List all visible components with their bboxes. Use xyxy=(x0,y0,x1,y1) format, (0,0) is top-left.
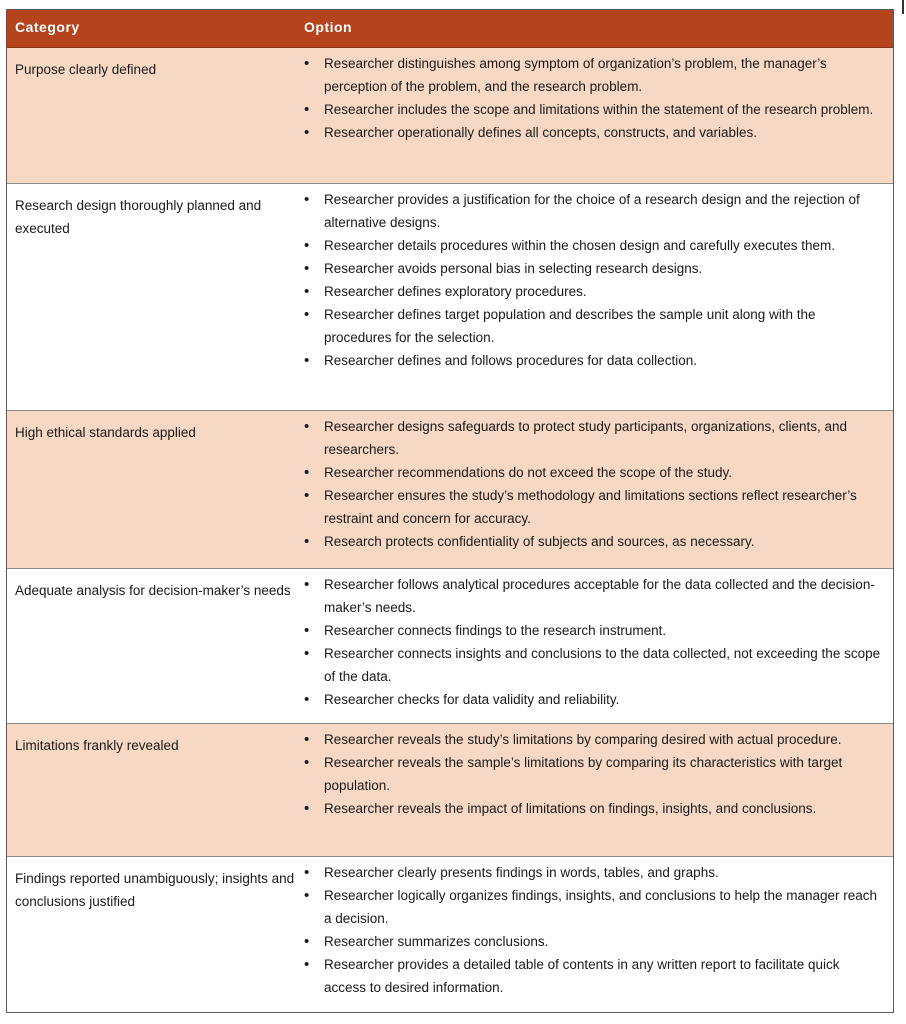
category-cell: Purpose clearly defined xyxy=(15,62,157,77)
option-item: • Researcher defines exploratory procedures. xyxy=(304,280,884,303)
option-item: • Researcher avoids personal bias in selecting research designs. xyxy=(304,257,884,280)
option-item: • Researcher distinguishes among symptom of organization’s problem, the manager’s perception of the problem, and the research problem. xyxy=(304,52,884,98)
option-list xyxy=(304,52,884,144)
option-item: • Researcher operationally defines all concepts, constructs, and variables. xyxy=(304,121,884,144)
option-item: • Researcher clearly presents findings in words, tables, and graphs. xyxy=(304,861,884,884)
category-cell: High ethical standards applied xyxy=(15,425,196,440)
table-row-research-design xyxy=(7,184,893,411)
option-list xyxy=(304,861,884,999)
option-item: • Researcher reveals the impact of limitations on findings, insights, and conclusions. xyxy=(304,797,884,820)
option-item: • Researcher ensures the study’s methodology and limitations sections reflect researcher’s restraint and concern for accuracy. xyxy=(304,484,884,530)
option-item: • Researcher reveals the sample’s limitations by comparing its characteristics with target population. xyxy=(304,751,884,797)
header-option: Option xyxy=(304,19,353,35)
option-item: • Researcher recommendations do not exceed the scope of the study. xyxy=(304,461,884,484)
option-item: • Researcher follows analytical procedures acceptable for the data collected and the decision-maker’s needs. xyxy=(304,573,884,619)
option-item: • Researcher defines and follows procedures for data collection. xyxy=(304,349,884,372)
option-list xyxy=(304,415,884,553)
option-item: • Researcher defines target population and describes the sample unit along with the procedures for the selection. xyxy=(304,303,884,349)
criteria-table xyxy=(6,9,894,1013)
option-item: • Researcher provides a detailed table of contents in any written report to facilitate quick access to desired information. xyxy=(304,953,884,999)
option-item: • Researcher logically organizes findings, insights, and conclusions to help the manager reach a decision. xyxy=(304,884,884,930)
option-item: • Researcher connects insights and conclusions to the data collected, not exceeding the scope of the data. xyxy=(304,642,884,688)
option-item: • Researcher connects findings to the research instrument. xyxy=(304,619,884,642)
option-item: • Researcher checks for data validity and reliability. xyxy=(304,688,884,711)
table-row-findings xyxy=(7,857,893,1012)
option-item: • Research protects confidentiality of subjects and sources, as necessary. xyxy=(304,530,884,553)
option-item: • Researcher summarizes conclusions. xyxy=(304,930,884,953)
option-item: • Researcher reveals the study’s limitations by comparing desired with actual procedure. xyxy=(304,728,884,751)
table-row-adequate-analysis xyxy=(7,569,893,724)
category-cell: Findings reported unambiguously; insights and conclusions justified xyxy=(15,871,295,909)
option-item: • Researcher provides a justification for the choice of a research design and the rejection of alternative designs. xyxy=(304,188,884,234)
option-list xyxy=(304,573,884,711)
table-row-limitations xyxy=(7,724,893,857)
option-list xyxy=(304,188,884,372)
table-header xyxy=(7,10,893,48)
option-item: • Researcher designs safeguards to protect study participants, organizations, clients, and researchers. xyxy=(304,415,884,461)
option-item: • Researcher details procedures within the chosen design and carefully executes them. xyxy=(304,234,884,257)
table-row-ethical-standards xyxy=(7,411,893,569)
category-cell: Limitations frankly revealed xyxy=(15,738,179,753)
option-list xyxy=(304,728,884,820)
edge-mark xyxy=(902,0,904,14)
category-cell: Research design thoroughly planned and executed xyxy=(15,198,262,236)
table-row-purpose xyxy=(7,48,893,184)
category-cell: Adequate analysis for decision-maker’s needs xyxy=(15,583,291,598)
header-category: Category xyxy=(15,19,80,35)
option-item: • Researcher includes the scope and limitations within the statement of the research problem. xyxy=(304,98,884,121)
